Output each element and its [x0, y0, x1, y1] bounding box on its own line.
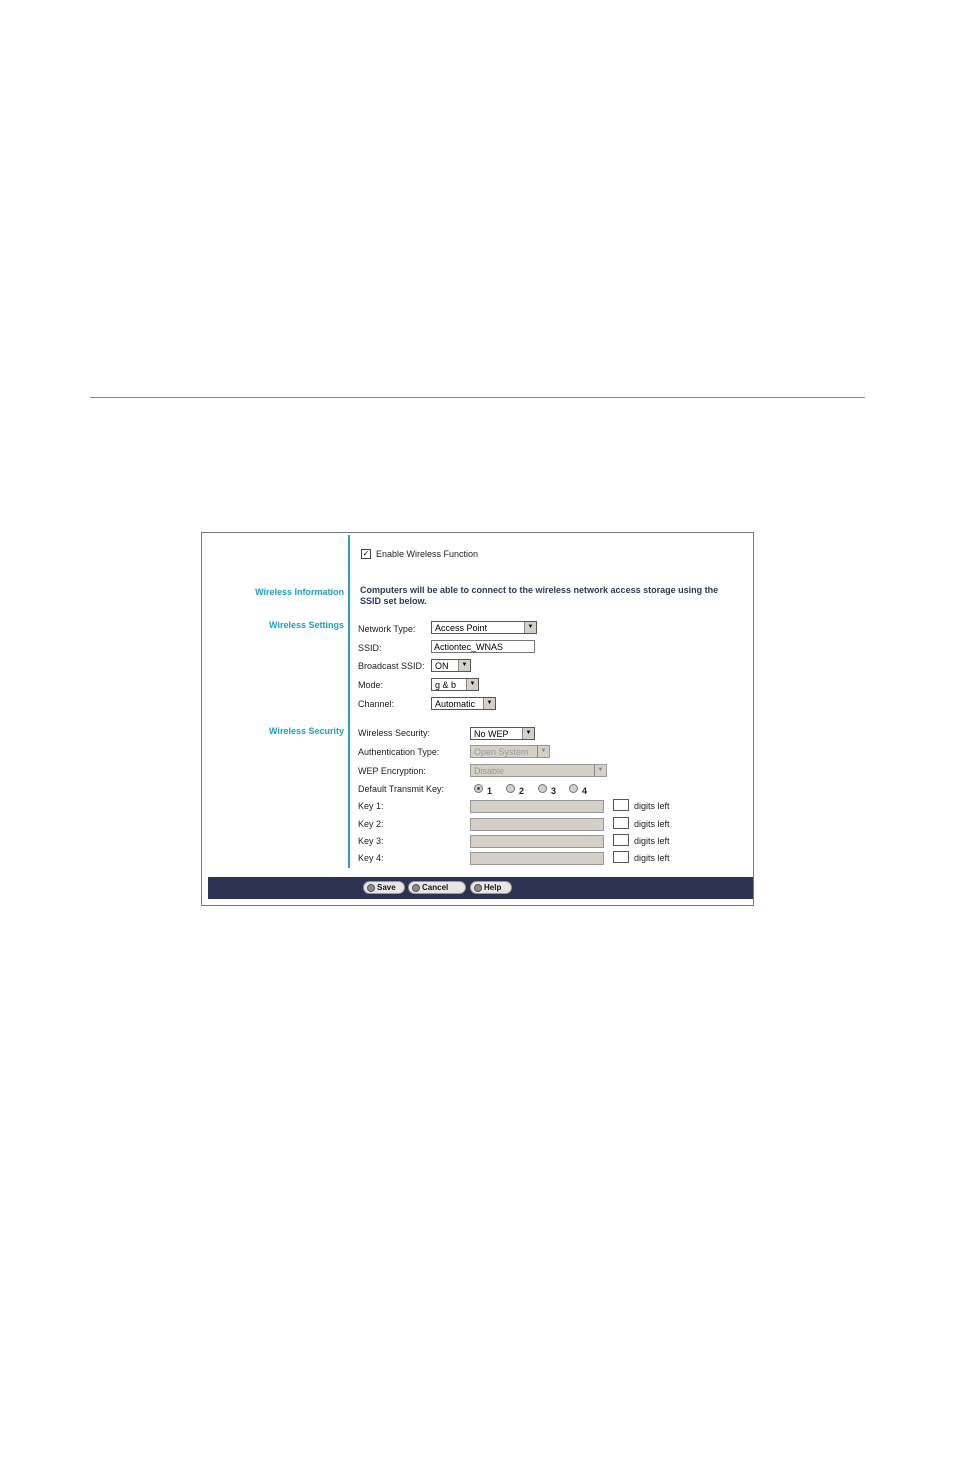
circle-icon: [474, 884, 482, 892]
chevron-down-icon: ▼: [594, 765, 606, 776]
button-bar: [208, 877, 753, 899]
network-type-select[interactable]: [431, 621, 537, 634]
chevron-down-icon[interactable]: ▼: [524, 622, 536, 633]
key-4-digits-label: digits left: [634, 853, 670, 863]
channel-value: Automatic: [435, 699, 476, 709]
default-key-label: Default Transmit Key:: [358, 784, 445, 794]
broadcast-ssid-select[interactable]: [431, 659, 471, 672]
auth-type-value: Open System: [474, 747, 529, 757]
cancel-button[interactable]: [408, 881, 466, 894]
mode-label: Mode:: [358, 680, 384, 690]
save-button-label: Save: [377, 883, 396, 892]
help-button[interactable]: [470, 881, 512, 894]
key-1-input[interactable]: [470, 800, 604, 813]
channel-select[interactable]: [431, 697, 496, 710]
key-1-digits-box: [613, 799, 629, 811]
default-key-option-3: 3: [551, 786, 557, 796]
key-2-digits-box: [613, 817, 629, 829]
wireless-info-text: Computers will be able to connect to the wireless network access storage using the SSID set below.: [360, 585, 719, 606]
wep-encryption-value: Disable: [474, 766, 505, 776]
chevron-down-icon: ▼: [537, 746, 549, 757]
help-button-label: Help: [484, 883, 502, 892]
broadcast-ssid-value: ON: [435, 661, 449, 671]
wireless-security-select[interactable]: [470, 727, 535, 740]
section-wireless-security: Wireless Security: [269, 726, 344, 736]
chevron-down-icon[interactable]: ▼: [483, 698, 495, 709]
key-4-label: Key 4:: [358, 853, 384, 863]
wep-encryption-select[interactable]: [470, 764, 607, 777]
key-3-label: Key 3:: [358, 836, 384, 846]
default-key-radio-1[interactable]: [474, 784, 483, 793]
default-key-radio-3[interactable]: [538, 784, 547, 793]
default-key-radio-4[interactable]: [569, 784, 578, 793]
wireless-security-label: Wireless Security:: [358, 728, 431, 738]
key-4-digits-box: [613, 851, 629, 863]
ssid-input[interactable]: Actiontec_WNAS: [431, 640, 535, 653]
check-icon: ✓: [362, 549, 370, 558]
chevron-down-icon[interactable]: ▼: [458, 660, 470, 671]
wireless-settings-panel: [201, 532, 754, 906]
key-2-label: Key 2:: [358, 819, 384, 829]
wireless-security-value: No WEP: [474, 729, 509, 739]
chevron-down-icon[interactable]: ▼: [466, 679, 478, 690]
broadcast-ssid-label: Broadcast SSID:: [358, 661, 425, 671]
default-key-option-4: 4: [582, 786, 588, 796]
key-1-label: Key 1:: [358, 801, 384, 811]
key-3-input[interactable]: [470, 835, 604, 848]
wep-encryption-label: WEP Encryption:: [358, 766, 426, 776]
auth-type-label: Authentication Type:: [358, 747, 440, 757]
enable-wireless-label: Enable Wireless Function: [376, 549, 479, 559]
circle-icon: [367, 884, 375, 892]
network-type-label: Network Type:: [358, 624, 416, 634]
page-divider-rule: [90, 397, 865, 398]
cancel-button-label: Cancel: [422, 883, 449, 892]
vertical-divider: [348, 535, 350, 868]
chevron-down-icon[interactable]: ▼: [522, 728, 534, 739]
enable-wireless-checkbox[interactable]: [361, 549, 371, 559]
mode-select[interactable]: [431, 678, 479, 691]
save-button[interactable]: [363, 881, 405, 894]
circle-icon: [412, 884, 420, 892]
channel-label: Channel:: [358, 699, 395, 709]
default-key-option-1: 1: [487, 786, 493, 796]
auth-type-select[interactable]: [470, 745, 550, 758]
network-type-value: Access Point: [435, 623, 488, 633]
key-3-digits-label: digits left: [634, 836, 670, 846]
key-4-input[interactable]: [470, 852, 604, 865]
default-key-option-2: 2: [519, 786, 525, 796]
key-2-digits-label: digits left: [634, 819, 670, 829]
mode-value: g & b: [435, 680, 457, 690]
ssid-label: SSID:: [358, 643, 382, 653]
default-key-radio-2[interactable]: [506, 784, 515, 793]
key-3-digits-box: [613, 834, 629, 846]
key-1-digits-label: digits left: [634, 801, 670, 811]
section-wireless-settings: Wireless Settings: [269, 620, 344, 630]
section-wireless-information: Wireless Information: [255, 587, 344, 597]
key-2-input[interactable]: [470, 818, 604, 831]
